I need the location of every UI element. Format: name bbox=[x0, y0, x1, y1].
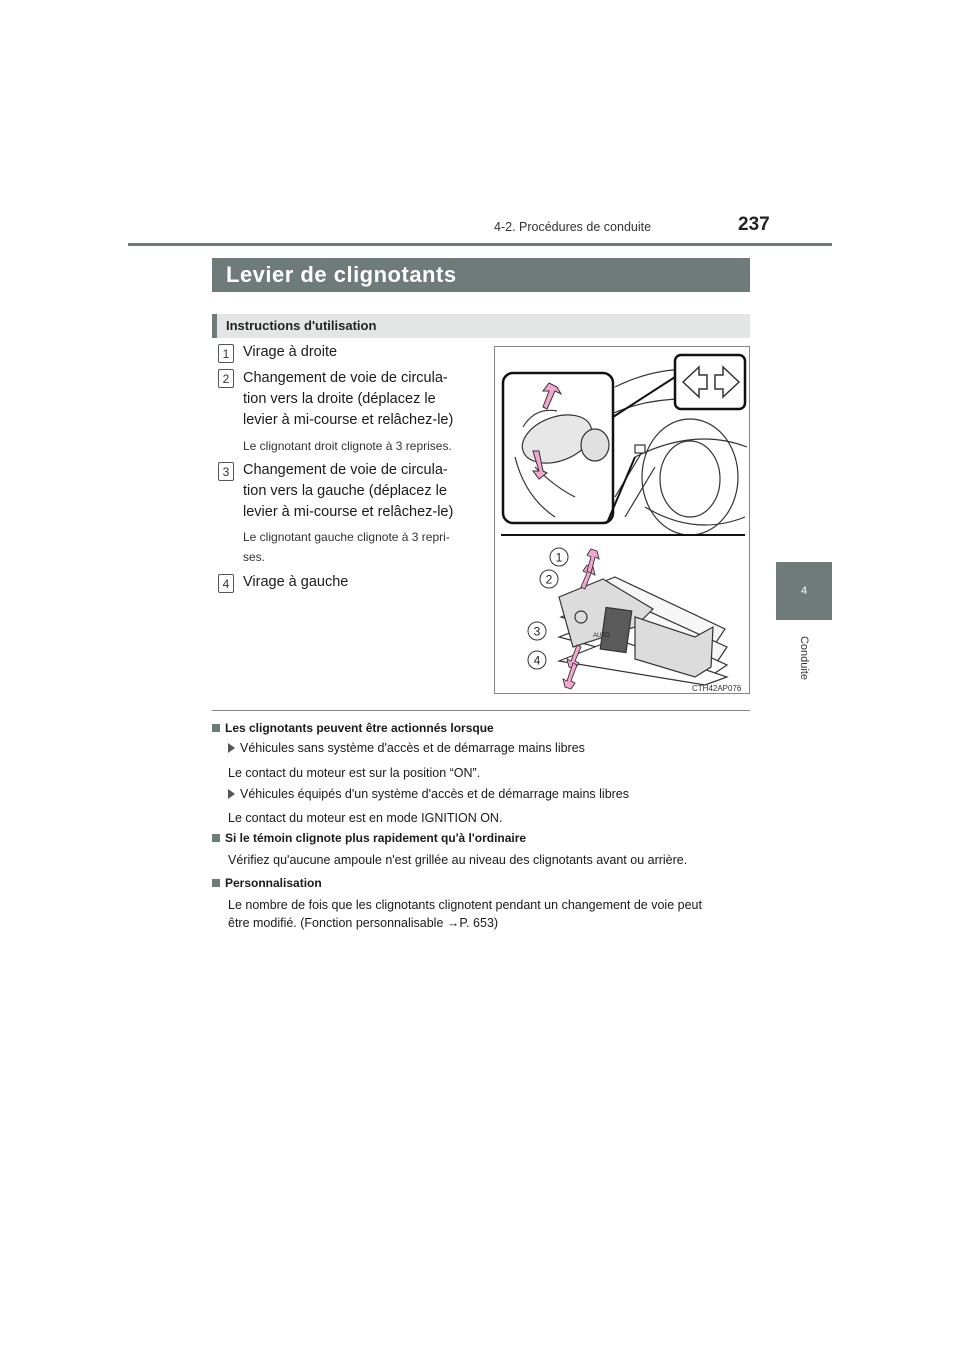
item-2-line: levier à mi-course et relâchez-le) bbox=[243, 412, 454, 428]
figure-code: CTH42AP076 bbox=[692, 684, 742, 693]
item-2-text bbox=[243, 368, 481, 431]
page-title-bar bbox=[212, 258, 750, 292]
note-3-line-2: être modifié. (Fonction personnalisable →P. 653) bbox=[228, 916, 499, 930]
callout-4 bbox=[528, 651, 546, 669]
auto-label: AUTO bbox=[593, 633, 610, 639]
square-bullet-icon bbox=[212, 879, 220, 887]
subtitle: Instructions d'utilisation bbox=[226, 318, 377, 333]
section-title: 4-2. Procédures de conduite bbox=[494, 220, 652, 234]
svg-text:3: 3 bbox=[533, 624, 541, 639]
item-2-line: Changement de voie de circula- bbox=[243, 370, 448, 386]
header-rule bbox=[128, 243, 832, 246]
callout-3 bbox=[528, 622, 546, 640]
chapter-number: 4 bbox=[800, 585, 808, 597]
note-3-heading bbox=[212, 876, 322, 890]
subtitle-bar bbox=[212, 314, 750, 338]
item-3-line: tion vers la gauche (déplacez le bbox=[243, 483, 447, 499]
note-3-heading-text: Personnalisation bbox=[225, 876, 322, 890]
notes-divider bbox=[212, 710, 750, 711]
item-2-number: 2 bbox=[218, 369, 234, 388]
item-3-note-line: ses. bbox=[243, 550, 266, 564]
item-3-note-line: Le clignotant gauche clignote à 3 repri- bbox=[243, 530, 450, 544]
item-2-note: Le clignotant droit clignote à 3 reprises. bbox=[243, 439, 452, 453]
item-2-line: tion vers la droite (déplacez le bbox=[243, 391, 436, 407]
square-bullet-icon bbox=[212, 724, 220, 732]
item-3-line: Changement de voie de circula- bbox=[243, 462, 448, 478]
chapter-label bbox=[776, 628, 832, 688]
item-3-line: levier à mi-course et relâchez-le) bbox=[243, 504, 454, 520]
note-2-line-1: Vérifiez qu'aucune ampoule n'est grillée au niveau des clignotants avant ou arrière. bbox=[228, 853, 688, 867]
triangle-arrow-icon bbox=[228, 743, 235, 753]
turn-signal-figure bbox=[494, 346, 750, 694]
item-4-number: 4 bbox=[218, 574, 234, 593]
item-3-note bbox=[243, 527, 483, 567]
svg-text:1: 1 bbox=[555, 550, 563, 565]
page-title: Levier de clignotants bbox=[226, 262, 457, 287]
figure-illustration bbox=[495, 347, 749, 693]
item-3-text bbox=[243, 460, 481, 523]
svg-text:2: 2 bbox=[545, 572, 553, 587]
chapter-tab bbox=[776, 562, 832, 620]
item-3-number: 3 bbox=[218, 462, 234, 481]
note-1-heading bbox=[212, 721, 494, 735]
chapter-label-text: Conduite bbox=[798, 635, 810, 681]
note-2-heading-text: Si le témoin clignote plus rapidement qu'à l'ordinaire bbox=[225, 831, 527, 845]
note-1-line-1: Véhicules sans système d'accès et de démarrage mains libres bbox=[228, 741, 585, 755]
square-bullet-icon bbox=[212, 834, 220, 842]
note-2-heading bbox=[212, 831, 526, 845]
page-number: 237 bbox=[738, 214, 770, 235]
note-1-line-2: Le contact du moteur est sur la position “ON”. bbox=[228, 766, 481, 780]
note-1-heading-text: Les clignotants peuvent être actionnés lorsque bbox=[225, 721, 494, 735]
callout-1 bbox=[550, 548, 568, 566]
item-1-number: 1 bbox=[218, 344, 234, 363]
note-1-line-4: Le contact du moteur est en mode IGNITION ON. bbox=[228, 811, 503, 825]
svg-text:4: 4 bbox=[533, 653, 541, 668]
note-3-line-1: Le nombre de fois que les clignotants clignotent pendant un changement de voie peut bbox=[228, 898, 702, 912]
triangle-arrow-icon bbox=[228, 789, 235, 799]
note-1-line-3: Véhicules équipés d'un système d'accès et de démarrage mains libres bbox=[228, 787, 629, 801]
callout-2 bbox=[540, 570, 558, 588]
item-4-text: Virage à gauche bbox=[243, 574, 349, 590]
item-1-text: Virage à droite bbox=[243, 344, 338, 360]
lever-drawing bbox=[559, 577, 727, 685]
